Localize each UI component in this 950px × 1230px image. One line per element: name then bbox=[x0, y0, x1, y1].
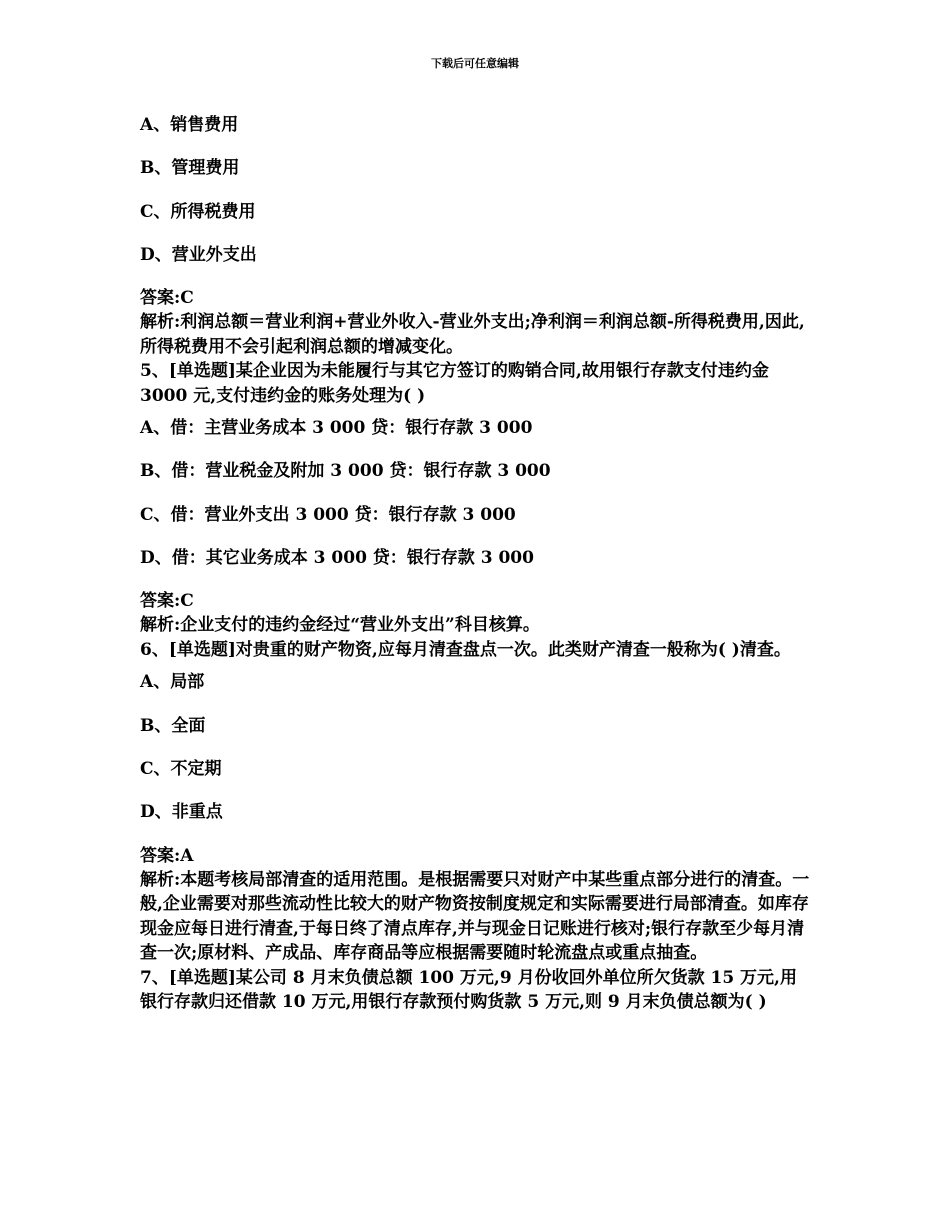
answer: 答案:C bbox=[140, 288, 194, 309]
question-block bbox=[140, 670, 810, 1014]
option-d: D、非重点 bbox=[140, 802, 223, 823]
option-a: A、销售费用 bbox=[140, 115, 239, 135]
answer: 答案:C bbox=[140, 591, 194, 612]
question-stem: 7、[单选题]某公司 8 月末负债总额 100 万元,9 月份收回外单位所欠货款 15 万元,用银行存款归还借款 10 万元,用银行存款预付购货款 5 万元,则 9 月末负债总额为( ) bbox=[140, 967, 797, 1013]
question-stem: 6、[单选题]对贵重的财产物资,应每月清查盘点一次。此类财产清查一般称为( )清查。 bbox=[140, 639, 791, 660]
document-body bbox=[140, 113, 810, 1015]
option-b: B、全面 bbox=[140, 715, 206, 736]
question-stem: 5、[单选题]某企业因为未能履行与其它方签订的购销合同,故用银行存款支付违约金 3000 元,支付违约金的账务处理为( ) bbox=[140, 361, 769, 406]
option-c: C、借：营业外支出 3 000 贷：银行存款 3 000 bbox=[140, 504, 516, 525]
option-d: D、营业外支出 bbox=[140, 244, 257, 265]
option-a: A、借：主营业务成本 3 000 贷：银行存款 3 000 bbox=[140, 418, 533, 439]
explanation: 解析:企业支付的违约金经过“营业外支出”科目核算。 bbox=[140, 615, 540, 636]
explanation: 解析:利润总额＝营业利润+营业外收入-营业外支出;净利润＝利润总额-所得税费用,因此,所得税费用不会引起利润总额的增减变化。 bbox=[140, 312, 805, 357]
answer: 答案:A bbox=[140, 845, 194, 866]
option-d: D、借：其它业务成本 3 000 贷：银行存款 3 000 bbox=[140, 548, 534, 569]
option-b: B、借：营业税金及附加 3 000 贷：银行存款 3 000 bbox=[140, 461, 551, 482]
question-block bbox=[140, 113, 810, 408]
page-header: 下载后可任意编辑 bbox=[431, 57, 519, 70]
option-a: A、局部 bbox=[140, 672, 205, 693]
explanation: 解析:本题考核局部清查的适用范围。是根据需要只对财产中某些重点部分进行的清查。一般,企业需要对那些流动性比较大的财产物资按制度规定和实际需要进行局部清查。如库存现金应每日进行清查,于每日终了清点库存,并与现金日记账进行核对;银行存款至少每月清查一次;原材料、产成品、库存商品等应根据需要随时轮流盘点或重点抽查。 bbox=[140, 869, 810, 964]
option-c: C、不定期 bbox=[140, 758, 222, 779]
question-block bbox=[140, 416, 810, 662]
option-c: C、所得税费用 bbox=[140, 201, 256, 222]
option-b: B、管理费用 bbox=[140, 158, 240, 179]
